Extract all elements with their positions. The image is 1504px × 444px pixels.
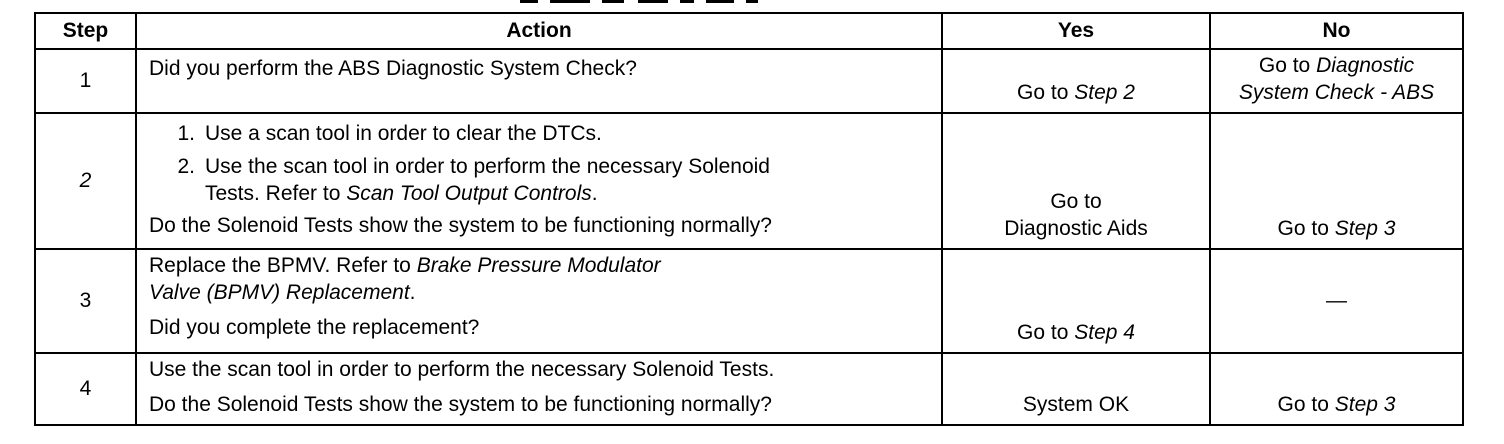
bpmv-link-cont[interactable]: Valve (BPMV) Replacement — [149, 281, 410, 304]
no-cell: Go to Step 3 — [1210, 353, 1463, 425]
table-row — [35, 249, 1463, 353]
action-question: Do the Solenoid Tests show the system to be functioning normally? — [149, 393, 772, 416]
action-cell — [136, 113, 942, 249]
action-cell: Use the scan tool in order to perform the necessary Solenoid Tests. Do the Solenoid Tests show the system to be functioning normally? — [136, 353, 942, 425]
table-row — [35, 49, 1463, 113]
yes-prefix: Go to — [1017, 81, 1075, 104]
step-number: 4 — [35, 353, 136, 425]
scan-tool-link[interactable]: Scan Tool Output Controls — [346, 182, 592, 205]
no-prefix: Go to — [1258, 54, 1317, 77]
yes-cell: System OK — [942, 353, 1210, 425]
diagnostic-table — [34, 12, 1464, 426]
action-cell — [136, 49, 942, 113]
yes-cell: Go to Step 4 — [942, 249, 1210, 353]
step-number: 1 — [35, 49, 136, 113]
step-number: 3 — [35, 249, 136, 353]
diagnostic-link[interactable]: Diagnostic — [1316, 54, 1415, 77]
table-row — [35, 353, 1463, 425]
table-row — [35, 113, 1463, 249]
step-link[interactable]: Step 3 — [1334, 217, 1396, 240]
diagnostic-aids-link[interactable]: Diagnostic Aids — [1004, 217, 1148, 240]
action-question: Did you perform the ABS Diagnostic System Check? — [149, 57, 637, 80]
action-cell: Replace the BPMV. Refer to Brake Pressure Modulator Valve (BPMV) Replacement. Did you complete the replacement? — [136, 249, 942, 353]
yes-cell: Go to Diagnostic Aids — [942, 113, 1210, 249]
action-question: Do the Solenoid Tests show the system to be functioning normally? — [149, 214, 772, 237]
header-step: Step — [35, 13, 136, 49]
header-yes: Yes — [942, 13, 1210, 49]
action-question: Did you complete the replacement? — [149, 316, 480, 339]
diagnostic-link-cont[interactable]: System Check - ABS — [1238, 81, 1435, 104]
no-cell: — — [1210, 249, 1463, 353]
step-number: 2 — [35, 113, 136, 249]
table-header-row — [35, 13, 1463, 49]
bpmv-link[interactable]: Brake Pressure Modulator — [416, 254, 661, 277]
header-action: Action — [136, 13, 942, 49]
yes-cell — [942, 49, 1210, 113]
list-item: 2. Use the scan tool in order to perform the necessary Solenoid Tests. Refer to Scan Tool Output Controls. — [177, 155, 770, 205]
step-link[interactable]: Step 3 — [1334, 393, 1396, 416]
list-item: 1. Use a scan tool in order to clear the DTCs. — [177, 122, 602, 145]
header-no: No — [1210, 13, 1463, 49]
no-cell: Go to Step 3 — [1210, 113, 1463, 249]
step-link[interactable]: Step 2 — [1074, 81, 1135, 104]
step-link[interactable]: Step 4 — [1074, 321, 1135, 344]
cropped-header-fragment — [520, 0, 780, 6]
no-cell — [1210, 49, 1463, 113]
